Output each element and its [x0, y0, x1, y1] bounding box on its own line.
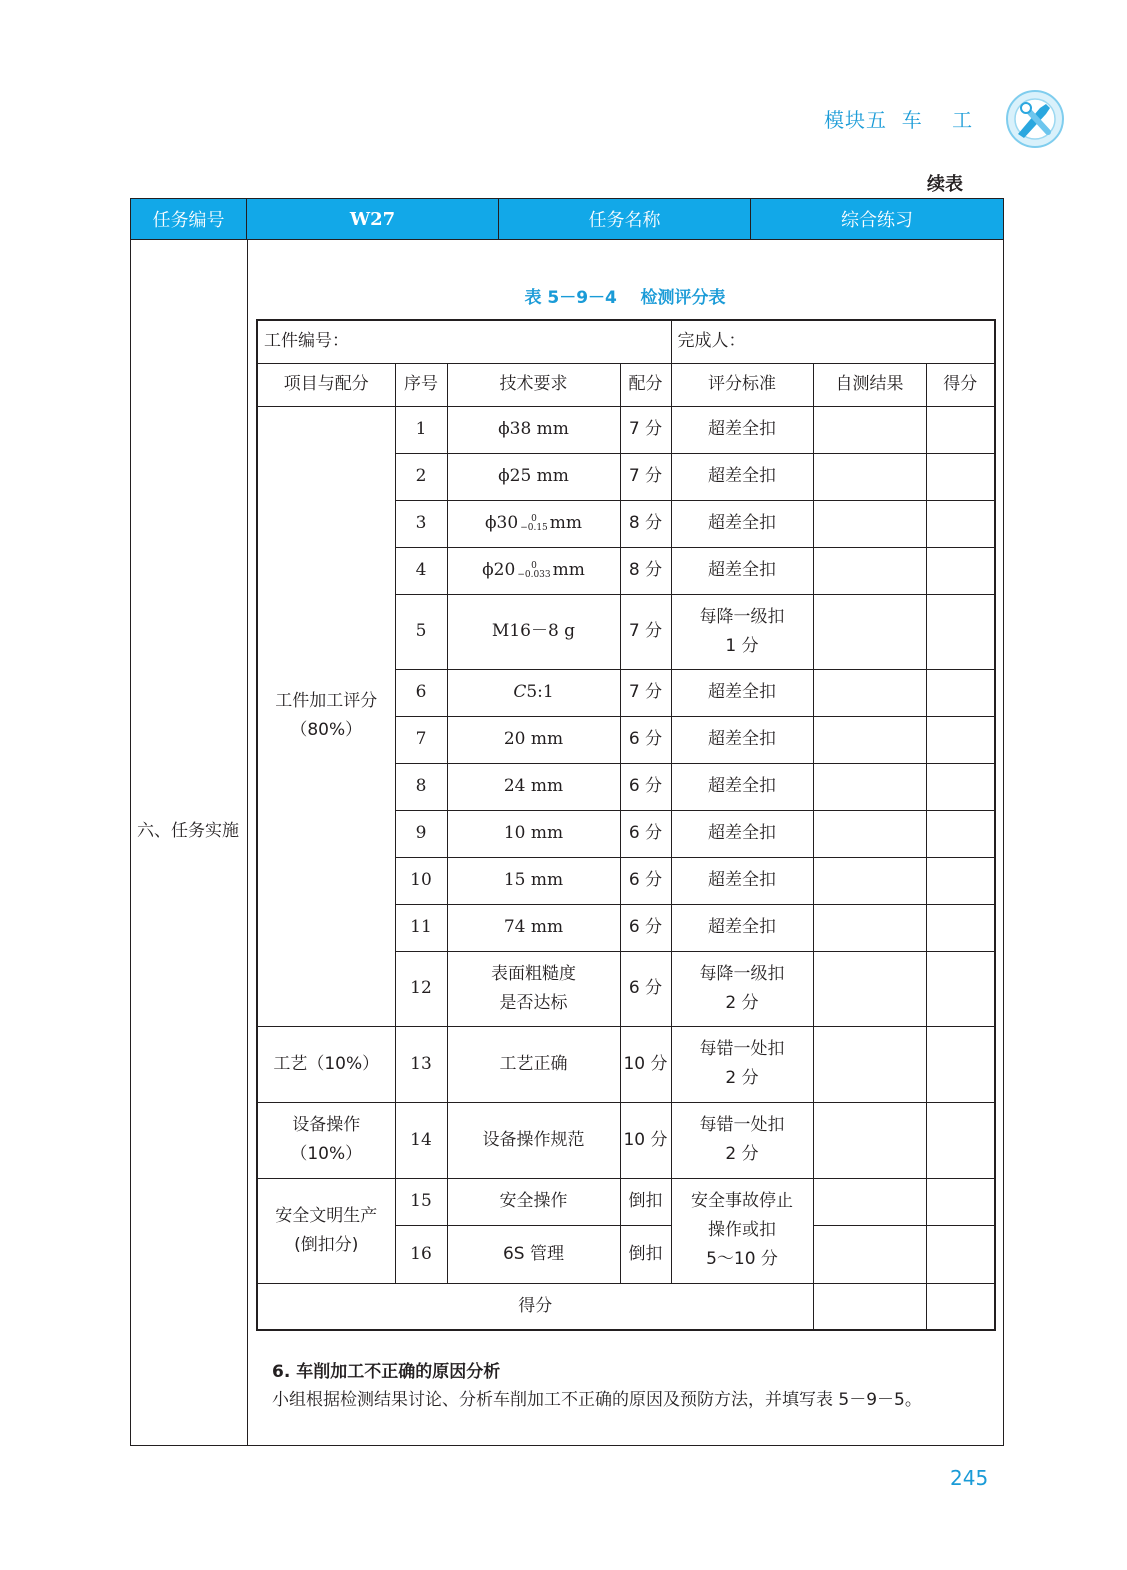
row-score: 6 分 [620, 857, 671, 904]
row-no: 6 [395, 669, 447, 716]
requirement-line-1: 表面粗糙度 [491, 963, 576, 984]
total-label: 得分 [257, 1283, 813, 1330]
self-test-cell[interactable] [813, 1102, 926, 1178]
table-row [257, 406, 995, 453]
row-requirement: 设备操作规范 [447, 1102, 620, 1178]
module-header-title: 模块五 车 工 [824, 108, 974, 132]
self-test-cell[interactable] [813, 1178, 926, 1225]
row-score: 7 分 [620, 406, 671, 453]
row-requirement: 20 mm [447, 716, 620, 763]
table-row [257, 1102, 995, 1178]
self-test-cell[interactable] [813, 904, 926, 951]
standard-line-1: 每错一处扣 [699, 1115, 785, 1135]
row-no: 2 [395, 453, 447, 500]
header-item: 项目与配分 [257, 363, 395, 406]
group-equipment [257, 1102, 395, 1178]
requirement-unit: mm [549, 513, 583, 533]
row-requirement: 15 mm [447, 857, 620, 904]
row-score: 倒扣 [620, 1225, 671, 1283]
self-test-cell[interactable] [813, 951, 926, 1026]
row-requirement: 24 mm [447, 763, 620, 810]
page-number: 245 [950, 1466, 989, 1490]
row-requirement: 6S 管理 [447, 1225, 620, 1283]
table-caption: 表 5－9－4 检测评分表 [524, 288, 726, 308]
row-no: 4 [395, 547, 447, 594]
row-score: 6 分 [620, 904, 671, 951]
standard-line-2: 操作或扣 [708, 1220, 776, 1240]
row-requirement: ϕ38 mm [447, 406, 620, 453]
row-standard: 超差全扣 [671, 453, 813, 500]
task-id-value: W27 [247, 199, 499, 239]
row-standard: 超差全扣 [671, 904, 813, 951]
row-requirement: M16－8 g [447, 594, 620, 669]
row-standard: 超差全扣 [671, 669, 813, 716]
standard-line-1: 安全事故停止 [691, 1191, 793, 1211]
row-no: 3 [395, 500, 447, 547]
points-cell[interactable] [926, 1283, 995, 1330]
row-score: 7 分 [620, 453, 671, 500]
row-score: 8 分 [620, 500, 671, 547]
points-cell[interactable] [926, 594, 995, 669]
group-machining-pct: （80%） [290, 720, 363, 740]
header-requirement: 技术要求 [447, 363, 620, 406]
row-standard [671, 1102, 813, 1178]
group-equipment-pct: （10%） [290, 1144, 363, 1164]
tolerance [520, 515, 548, 533]
requirement-unit: mm [552, 560, 585, 580]
requirement-base: ϕ20 [482, 560, 516, 580]
row-standard [671, 1178, 813, 1283]
header-points: 得分 [926, 363, 995, 406]
self-test-cell[interactable] [813, 716, 926, 763]
self-test-cell[interactable] [813, 810, 926, 857]
row-no: 13 [395, 1026, 447, 1102]
points-cell[interactable] [926, 904, 995, 951]
row-requirement [447, 547, 620, 594]
header-no: 序号 [395, 363, 447, 406]
row-requirement [447, 500, 620, 547]
row-standard: 超差全扣 [671, 810, 813, 857]
workpiece-number-label: 工件编号： [257, 320, 671, 363]
self-test-cell[interactable] [813, 547, 926, 594]
row-no: 7 [395, 716, 447, 763]
row-score: 7 分 [620, 594, 671, 669]
row-requirement: 工艺正确 [447, 1026, 620, 1102]
row-standard: 超差全扣 [671, 500, 813, 547]
wrench-gear-icon [1004, 88, 1066, 150]
row-no: 1 [395, 406, 447, 453]
points-cell[interactable] [926, 1102, 995, 1178]
total-row [257, 1283, 995, 1330]
row-standard [671, 951, 813, 1026]
group-equipment-label: 设备操作 [292, 1115, 361, 1135]
standard-line-2: 2 分 [725, 992, 759, 1013]
row-score: 6 分 [620, 810, 671, 857]
inspection-scoring-table [256, 319, 996, 1331]
row-requirement: ϕ25 mm [447, 453, 620, 500]
standard-line-1: 每降一级扣 [699, 606, 785, 627]
row-requirement: 安全操作 [447, 1178, 620, 1225]
group-safety-note: (倒扣分) [294, 1234, 359, 1255]
row-no: 10 [395, 857, 447, 904]
points-cell[interactable] [926, 500, 995, 547]
tolerance-lower: −0.15 [520, 522, 548, 533]
standard-line-1: 每降一级扣 [699, 963, 785, 984]
points-cell[interactable] [926, 716, 995, 763]
points-cell[interactable] [926, 1178, 995, 1225]
row-no: 16 [395, 1225, 447, 1283]
self-test-cell[interactable] [813, 453, 926, 500]
row-score: 6 分 [620, 716, 671, 763]
points-cell[interactable] [926, 669, 995, 716]
points-cell[interactable] [926, 406, 995, 453]
requirement-italic: C [513, 682, 527, 702]
self-test-cell[interactable] [813, 857, 926, 904]
row-no: 14 [395, 1102, 447, 1178]
header-score: 配分 [620, 363, 671, 406]
row-no: 5 [395, 594, 447, 669]
row-no: 15 [395, 1178, 447, 1225]
row-standard [671, 1026, 813, 1102]
row-no: 8 [395, 763, 447, 810]
group-process: 工艺（10%） [257, 1026, 395, 1102]
tolerance [517, 562, 550, 580]
group-machining-label: 工件加工评分 [275, 691, 378, 711]
task-header-bar [131, 199, 1003, 240]
self-test-cell[interactable] [813, 594, 926, 669]
points-cell[interactable] [926, 1225, 995, 1283]
group-machining [257, 406, 395, 1026]
self-test-cell[interactable] [813, 1283, 926, 1330]
self-test-cell[interactable] [813, 1026, 926, 1102]
row-score: 6 分 [620, 763, 671, 810]
standard-line-3: 5～10 分 [706, 1249, 778, 1269]
row-requirement [447, 669, 620, 716]
row-requirement [447, 951, 620, 1026]
header-standard: 评分标准 [671, 363, 813, 406]
points-cell[interactable] [926, 763, 995, 810]
standard-line-1: 每错一处扣 [699, 1039, 785, 1059]
standard-line-2: 2 分 [725, 1144, 759, 1164]
row-standard: 超差全扣 [671, 547, 813, 594]
header-self-test: 自测结果 [813, 363, 926, 406]
row-score: 6 分 [620, 951, 671, 1026]
row-score: 7 分 [620, 669, 671, 716]
self-test-cell[interactable] [813, 1225, 926, 1283]
row-requirement: 10 mm [447, 810, 620, 857]
row-score: 10 分 [620, 1026, 671, 1102]
section-6-title: 6. 车削加工不正确的原因分析 [272, 1362, 501, 1382]
standard-line-2: 2 分 [725, 1068, 759, 1088]
standard-line-2: 1 分 [725, 635, 759, 656]
row-standard: 超差全扣 [671, 406, 813, 453]
section-label: 六、任务实施 [137, 821, 239, 841]
tolerance-upper: 0 [531, 513, 537, 524]
section-6-text: 小组根据检测结果讨论、分析车削加工不正确的原因及预防方法，并填写表 5－9－5。 [272, 1390, 922, 1410]
group-safety-label: 安全文明生产 [275, 1205, 378, 1226]
task-id-label: 任务编号 [131, 199, 247, 239]
self-test-cell[interactable] [813, 763, 926, 810]
points-cell[interactable] [926, 1026, 995, 1102]
row-standard: 超差全扣 [671, 857, 813, 904]
row-score: 10 分 [620, 1102, 671, 1178]
row-standard: 超差全扣 [671, 716, 813, 763]
column-divider [247, 240, 248, 1445]
continued-table-label: 续表 [927, 174, 963, 195]
row-standard: 超差全扣 [671, 763, 813, 810]
tolerance-upper: 0 [531, 560, 537, 571]
self-test-cell[interactable] [813, 406, 926, 453]
self-test-cell[interactable] [813, 669, 926, 716]
points-cell[interactable] [926, 547, 995, 594]
row-score: 倒扣 [620, 1178, 671, 1225]
table-header-row [257, 363, 995, 406]
self-test-cell[interactable] [813, 500, 926, 547]
row-requirement: 74 mm [447, 904, 620, 951]
requirement-base: ϕ30 [484, 513, 519, 533]
points-cell[interactable] [926, 453, 995, 500]
table-row [257, 1178, 995, 1225]
requirement-rest: 5:1 [526, 682, 554, 702]
row-no: 11 [395, 904, 447, 951]
row-no: 12 [395, 951, 447, 1026]
task-name-label: 任务名称 [499, 199, 751, 239]
row-standard [671, 594, 813, 669]
requirement-line-2: 是否达标 [499, 992, 568, 1013]
points-cell[interactable] [926, 857, 995, 904]
tolerance-lower: −0.033 [517, 569, 551, 580]
points-cell[interactable] [926, 951, 995, 1026]
table-row [257, 1026, 995, 1102]
task-name-value: 综合练习 [841, 210, 913, 231]
group-safety [257, 1178, 395, 1283]
row-no: 9 [395, 810, 447, 857]
points-cell[interactable] [926, 810, 995, 857]
completed-by-label: 完成人： [671, 320, 995, 363]
row-score: 8 分 [620, 547, 671, 594]
